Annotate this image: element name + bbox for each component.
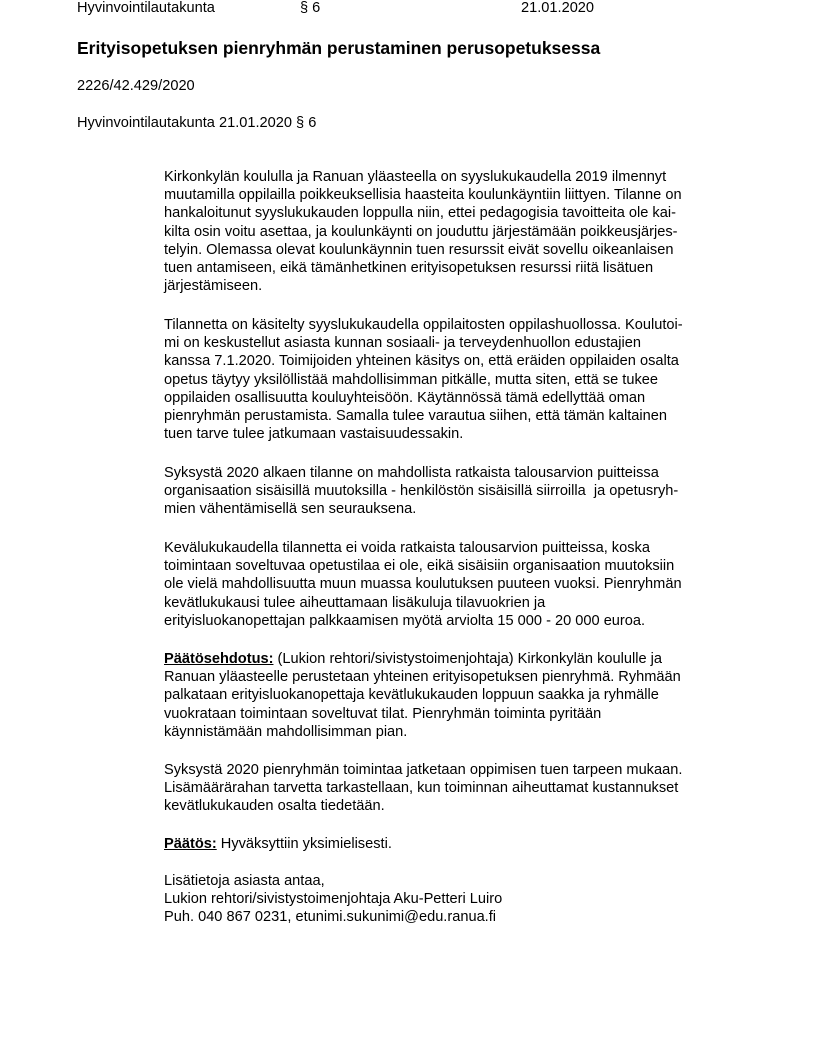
text-line: Syksystä 2020 pienryhmän toimintaa jatketaan oppimisen tuen tarpeen mukaan. [164,762,683,778]
text-line: kevätlukukausi tulee aiheuttamaan lisäkuluja tilavuokrien ja [164,594,546,611]
contact-section [164,872,744,927]
text-line: oppilaiden osallisuutta kouluyhteisöön. Käytännössä tämä edellyttää oman [164,389,646,406]
text-line: käynnistämään mahdollisimman pian. [164,723,408,740]
text-line: toimintaan soveltuvaa opetustilaa ei ole, eikä sisäisiin organisaation muutoksiin [164,558,675,575]
meeting-reference: Hyvinvointilautakunta 21.01.2020 § 6 [77,115,317,131]
decision-label: Päätös: [164,836,217,852]
text-line: vuokrataan toimintaan soveltuvat tilat. Pienryhmän toiminta pyritään [164,705,602,722]
text-line: kevätlukukauden osalta tiedetään. [164,798,385,815]
text-line: muutamilla oppilailla poikkeuksellisia haasteita koulunkäyntiin liittyen. Tilanne on [164,187,682,204]
proposal-first-line [164,650,744,668]
text-line: mi on keskustellut asiasta kunnan sosiaali- ja terveydenhuollon edustajien [164,335,642,352]
text-line: mien vähentämisellä sen seurauksena. [164,501,417,518]
text-line: pienryhmän perustamista. Samalla tulee varautua siihen, että tämän kaltainen [164,408,667,425]
header-section: § 6 [300,0,321,16]
text-line: telyin. Olemassa olevat koulunkäynnin tuen resurssit eivät sovellu oikeanlaisen [164,241,674,258]
document-title: Erityisopetuksen pienryhmän perustaminen perusopetuksessa [77,38,601,58]
proposal-text: (Lukion rehtori/sivistystoimenjohtaja) Kirkonkylän koululle ja [273,651,662,667]
text-line: palkataan erityisluokanopettaja kevätlukukauden loppuun saakka ja ryhmälle [164,687,659,704]
paragraph-handling [164,316,744,443]
contact-name: Lukion rehtori/sivistystoimenjohtaja Aku-Petteri Luiro [164,891,503,908]
text-line: erityisluokanopettajan palkkaamisen myötä arviolta 15 000 - 20 000 euroa. [164,612,646,629]
text-line: kanssa 7.1.2020. Toimijoiden yhteinen käsitys on, että eräiden oppilaiden osalta [164,353,679,370]
text-line: tuen tarve tulee jatkumaan vastaisuudessakin. [164,426,464,443]
text-line: organisaation sisäisillä muutoksilla - henkilöstön sisäisillä siirroilla ja opetusryh- [164,483,679,500]
text-line: Kirkonkylän koululla ja Ranuan yläasteella on syyslukukaudella 2019 ilmennyt [164,169,667,185]
text-line: ole vielä mahdollisuutta muun muassa koulutuksen puuteen vuoksi. Pienryhmän [164,576,682,593]
contact-phone-email: Puh. 040 867 0231, etunimi.sukunimi@edu.ranua.fi [164,909,497,926]
text-line: Tilannetta on käsitelty syyslukukaudella oppilaitosten oppilashuollossa. Koulutoi- [164,317,683,333]
contact-intro: Lisätietoja asiasta antaa, [164,873,325,889]
text-line: Ranuan yläasteelle perustetaan yhteinen erityisopetuksen pienryhmä. Ryhmään [164,669,681,686]
text-line: Kevälukukaudella tilannetta ei voida ratkaista talousarvion puitteissa, koska [164,540,650,556]
decision-line [164,835,744,853]
text-line: hankaloitunut syyslukukauden loppulla niin, ettei pedagogisia tavoitteita ole kai- [164,205,676,222]
decision-section [164,835,744,853]
proposal-followup [164,761,744,816]
header-date: 21.01.2020 [521,0,595,16]
proposal-section [164,650,744,741]
text-line: kilta osin voitu asettaa, ja koulunkäynti on jouduttu järjestämään poikkeusjärjes- [164,223,678,240]
text-line: tuen antamiseen, eikä tämänhetkinen erityisopetuksen resurssi riitä lisätuen [164,260,654,277]
text-line: opetus täytyy yksilöllistää mahdollisimman pitkälle, mutta siten, että se tukee [164,371,658,388]
diary-number: 2226/42.429/2020 [77,78,195,94]
text-line: Lisämäärärahan tarvetta tarkastellaan, kun toiminnan aiheuttamat kustannukset [164,780,679,797]
text-line: Syksystä 2020 alkaen tilanne on mahdollista ratkaista talousarvion puitteissa [164,465,659,481]
paragraph-spring [164,539,744,630]
text-line: järjestämiseen. [164,278,263,295]
paragraph-autumn [164,464,744,519]
decision-text: Hyväksyttiin yksimielisesti. [216,836,392,852]
proposal-label: Päätösehdotus: [164,651,274,667]
paragraph-background [164,168,744,295]
header-committee: Hyvinvointilautakunta [77,0,215,16]
